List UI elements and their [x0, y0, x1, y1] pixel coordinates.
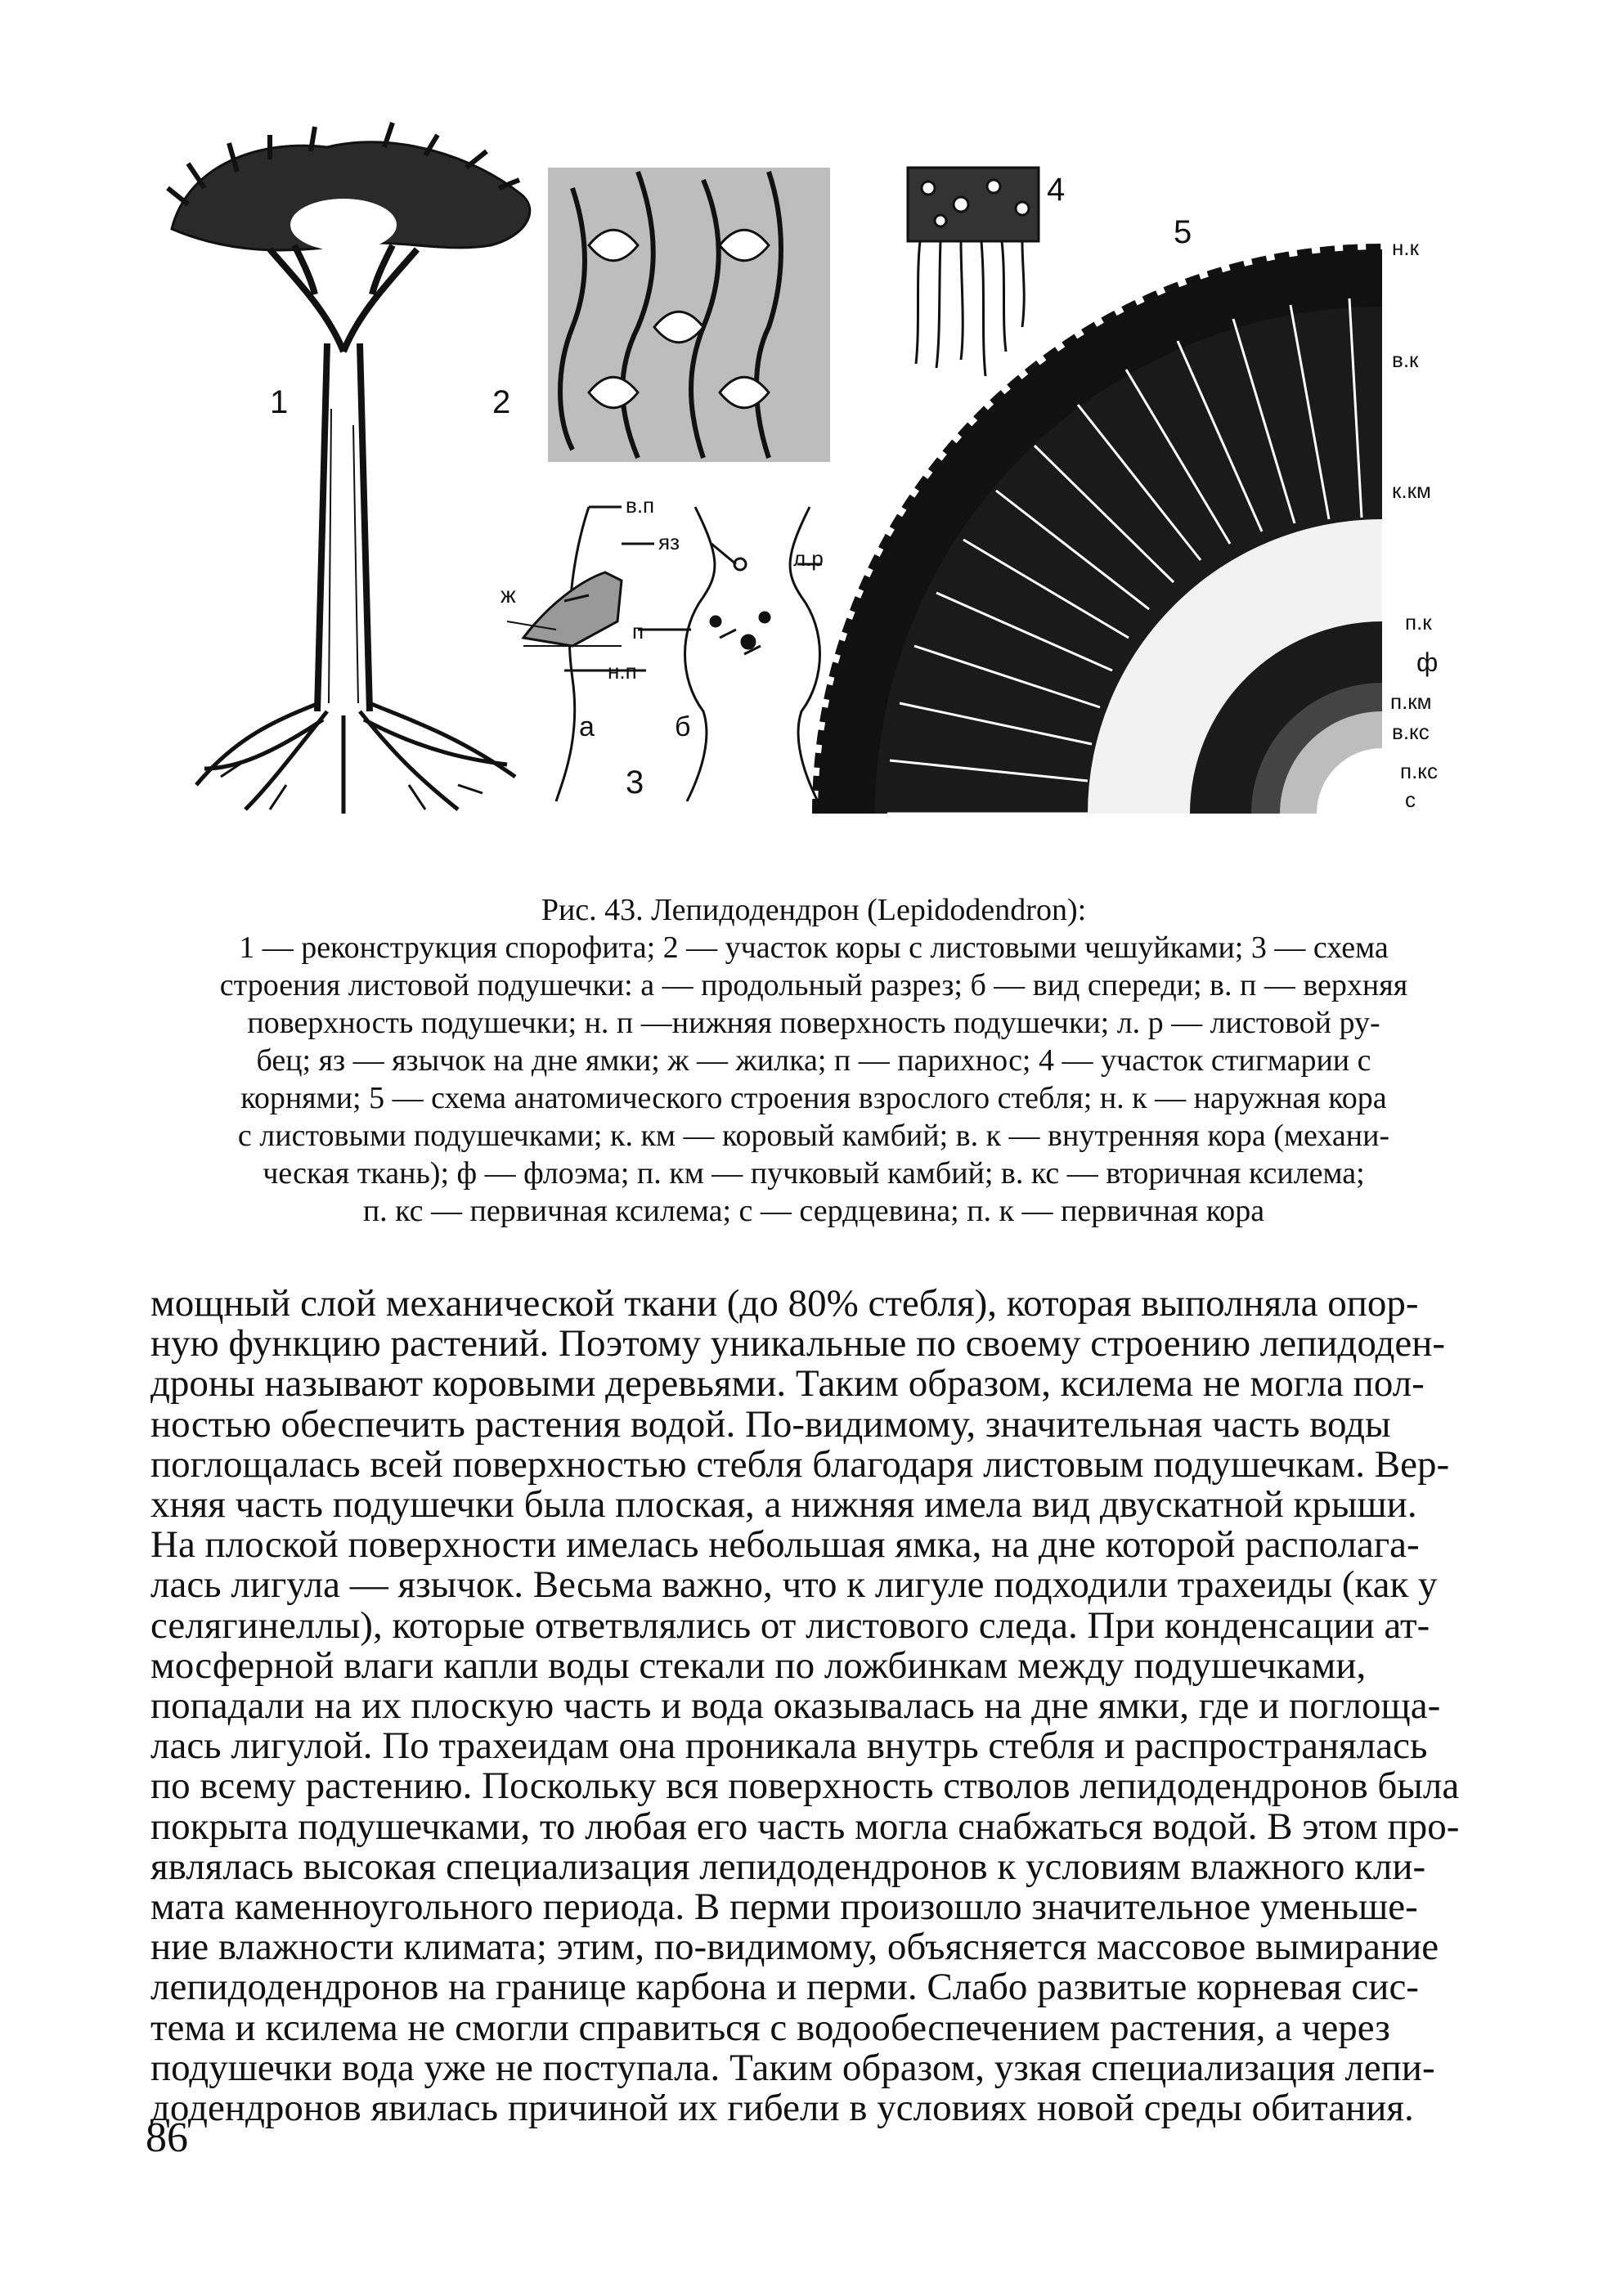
figure-caption [188, 891, 1439, 1230]
panel-1-tree-drawing [168, 123, 530, 814]
panel-number-1: 1 [270, 384, 289, 420]
panel5-label-f: ф [1416, 648, 1439, 677]
panel5-label-vks: в.кс [1392, 720, 1430, 744]
body-line: покрыта подушечками, то любая его часть могла снабжаться водой. В этом про- [150, 1805, 1460, 1848]
panel3-label-vp: в.п [626, 493, 655, 518]
body-line: подушечки вода уже не поступала. Таким образом, узкая специализация лепи- [150, 2046, 1435, 2089]
body-line: лась лигулой. По трахеидам она проникала внутрь стебля и распространялась [150, 1724, 1428, 1768]
panel3-label-zh: ж [500, 582, 516, 608]
body-line: ние влажности климата; этим, по-видимому, объясняется массовое вымирание [150, 1926, 1439, 1969]
caption-line: п. кс — первичная ксилема; с — сердцевина; п. к — первичная кора [362, 1194, 1265, 1228]
body-line: ную функцию растений. Поэтому уникальные по своему строению лепидоден- [150, 1322, 1446, 1365]
body-line: мосферной влаги капли воды стекали по ложбинкам между подушечками, [150, 1644, 1367, 1687]
caption-line: бец; яз — язычок на дне ямки; ж — жилка; п — парихнос; 4 — участок стигмарии с [256, 1043, 1371, 1078]
body-line: лась лигула — язычок. Весьма важно, что к лигуле подходили трахеиды (как у [150, 1563, 1438, 1607]
body-line: попадали на их плоскую часть и вода оказывалась на дне ямки, где и поглоща- [150, 1684, 1441, 1728]
panel3-label-lr: л.р [793, 546, 824, 571]
panel5-label-vk: в.к [1392, 348, 1419, 372]
panel3-label-yaz: яз [658, 530, 680, 554]
panel5-label-pk: п.к [1405, 610, 1432, 635]
body-line: мата каменноугольного периода. В перми произошло значительное уменьше- [150, 1886, 1418, 1929]
body-line: лепидодендронов на границе карбона и перми. Слабо развитые корневая сис- [150, 1966, 1419, 2009]
body-line: ностью обеспечить растения водой. По-видимому, значительная часть воды [150, 1402, 1391, 1446]
page-number: 86 [146, 2114, 188, 2161]
panel-5-stem-section-drawing [818, 249, 1382, 814]
body-line: поглощалась всей поверхностью стебля благодаря листовым подушечкам. Вер- [150, 1442, 1450, 1486]
panel5-label-kkm: к.км [1392, 478, 1431, 503]
body-line: хняя часть подушечки была плоская, а нижняя имела вид двускатной крыши. [150, 1483, 1417, 1527]
panel3-label-p: п [632, 619, 644, 644]
body-line: На плоской поверхности имелась небольшая ямка, на дне которой располага- [150, 1523, 1420, 1567]
caption-line: с листовыми подушечками; к. км — коровый камбий; в. к — внутренняя кора (механи- [237, 1119, 1390, 1153]
body-line: тема и ксилема не смогли справиться с водообеспечением растения, а через [150, 2006, 1390, 2049]
panel3-label-b: б [675, 711, 691, 742]
panel-number-4: 4 [1047, 172, 1066, 208]
panel5-label-s: с [1405, 787, 1416, 812]
caption-line: ческая ткань); ф — флоэма; п. км — пучковый камбий; в. кс — вторичная ксилема; [263, 1156, 1365, 1191]
caption-line: поверхность подушечки; н. п —нижняя поверхность подушечки; л. р — листовой ру- [247, 1006, 1380, 1040]
panel5-label-pkm: п.км [1390, 689, 1432, 714]
panel3-label-np: н.п [608, 659, 637, 684]
caption-line: корнями; 5 — схема анатомического строения взрослого стебля; н. к — наружная кора [240, 1081, 1387, 1115]
panel-2-bark-drawing [548, 168, 830, 462]
panel-4-stigmaria-drawing [908, 168, 1039, 376]
body-paragraph [150, 1284, 1472, 2128]
caption-line: 1 — реконструкция спорофита; 2 — участок коры с листовыми чешуйками; 3 — схема [239, 931, 1389, 965]
body-line: селягинеллы), которые ответвлялись от листового следа. При конденсации ат- [150, 1603, 1430, 1647]
body-line: додендронов явилась причиной их гибели в условиях новой среды обитания. [150, 2087, 1414, 2130]
panel-number-2: 2 [492, 384, 511, 420]
panel-number-5: 5 [1174, 214, 1192, 250]
panel5-label-pks: п.кс [1400, 759, 1438, 783]
body-line: по всему растению. Поскольку вся поверхность стволов лепидодендронов была [150, 1765, 1460, 1808]
panel-number-3: 3 [626, 765, 644, 800]
panel3-label-a: а [579, 711, 595, 742]
body-line: мощный слой механической ткани (до 80% стебля), которая выполняла опор- [150, 1282, 1419, 1325]
caption-title: Рис. 43. Лепидодендрон (Lepidodendron): [541, 893, 1087, 927]
caption-line: строения листовой подушечки: а — продольный разрез; б — вид спереди; в. п — верхняя [219, 968, 1408, 1002]
body-line: дроны называют коровыми деревьями. Таким образом, ксилема не могла пол- [150, 1362, 1425, 1406]
figure-illustration [0, 0, 1598, 859]
panel5-label-nk: н.к [1392, 235, 1419, 260]
body-line: являлась высокая специализация лепидодендронов к условиям влажного кли- [150, 1845, 1426, 1888]
